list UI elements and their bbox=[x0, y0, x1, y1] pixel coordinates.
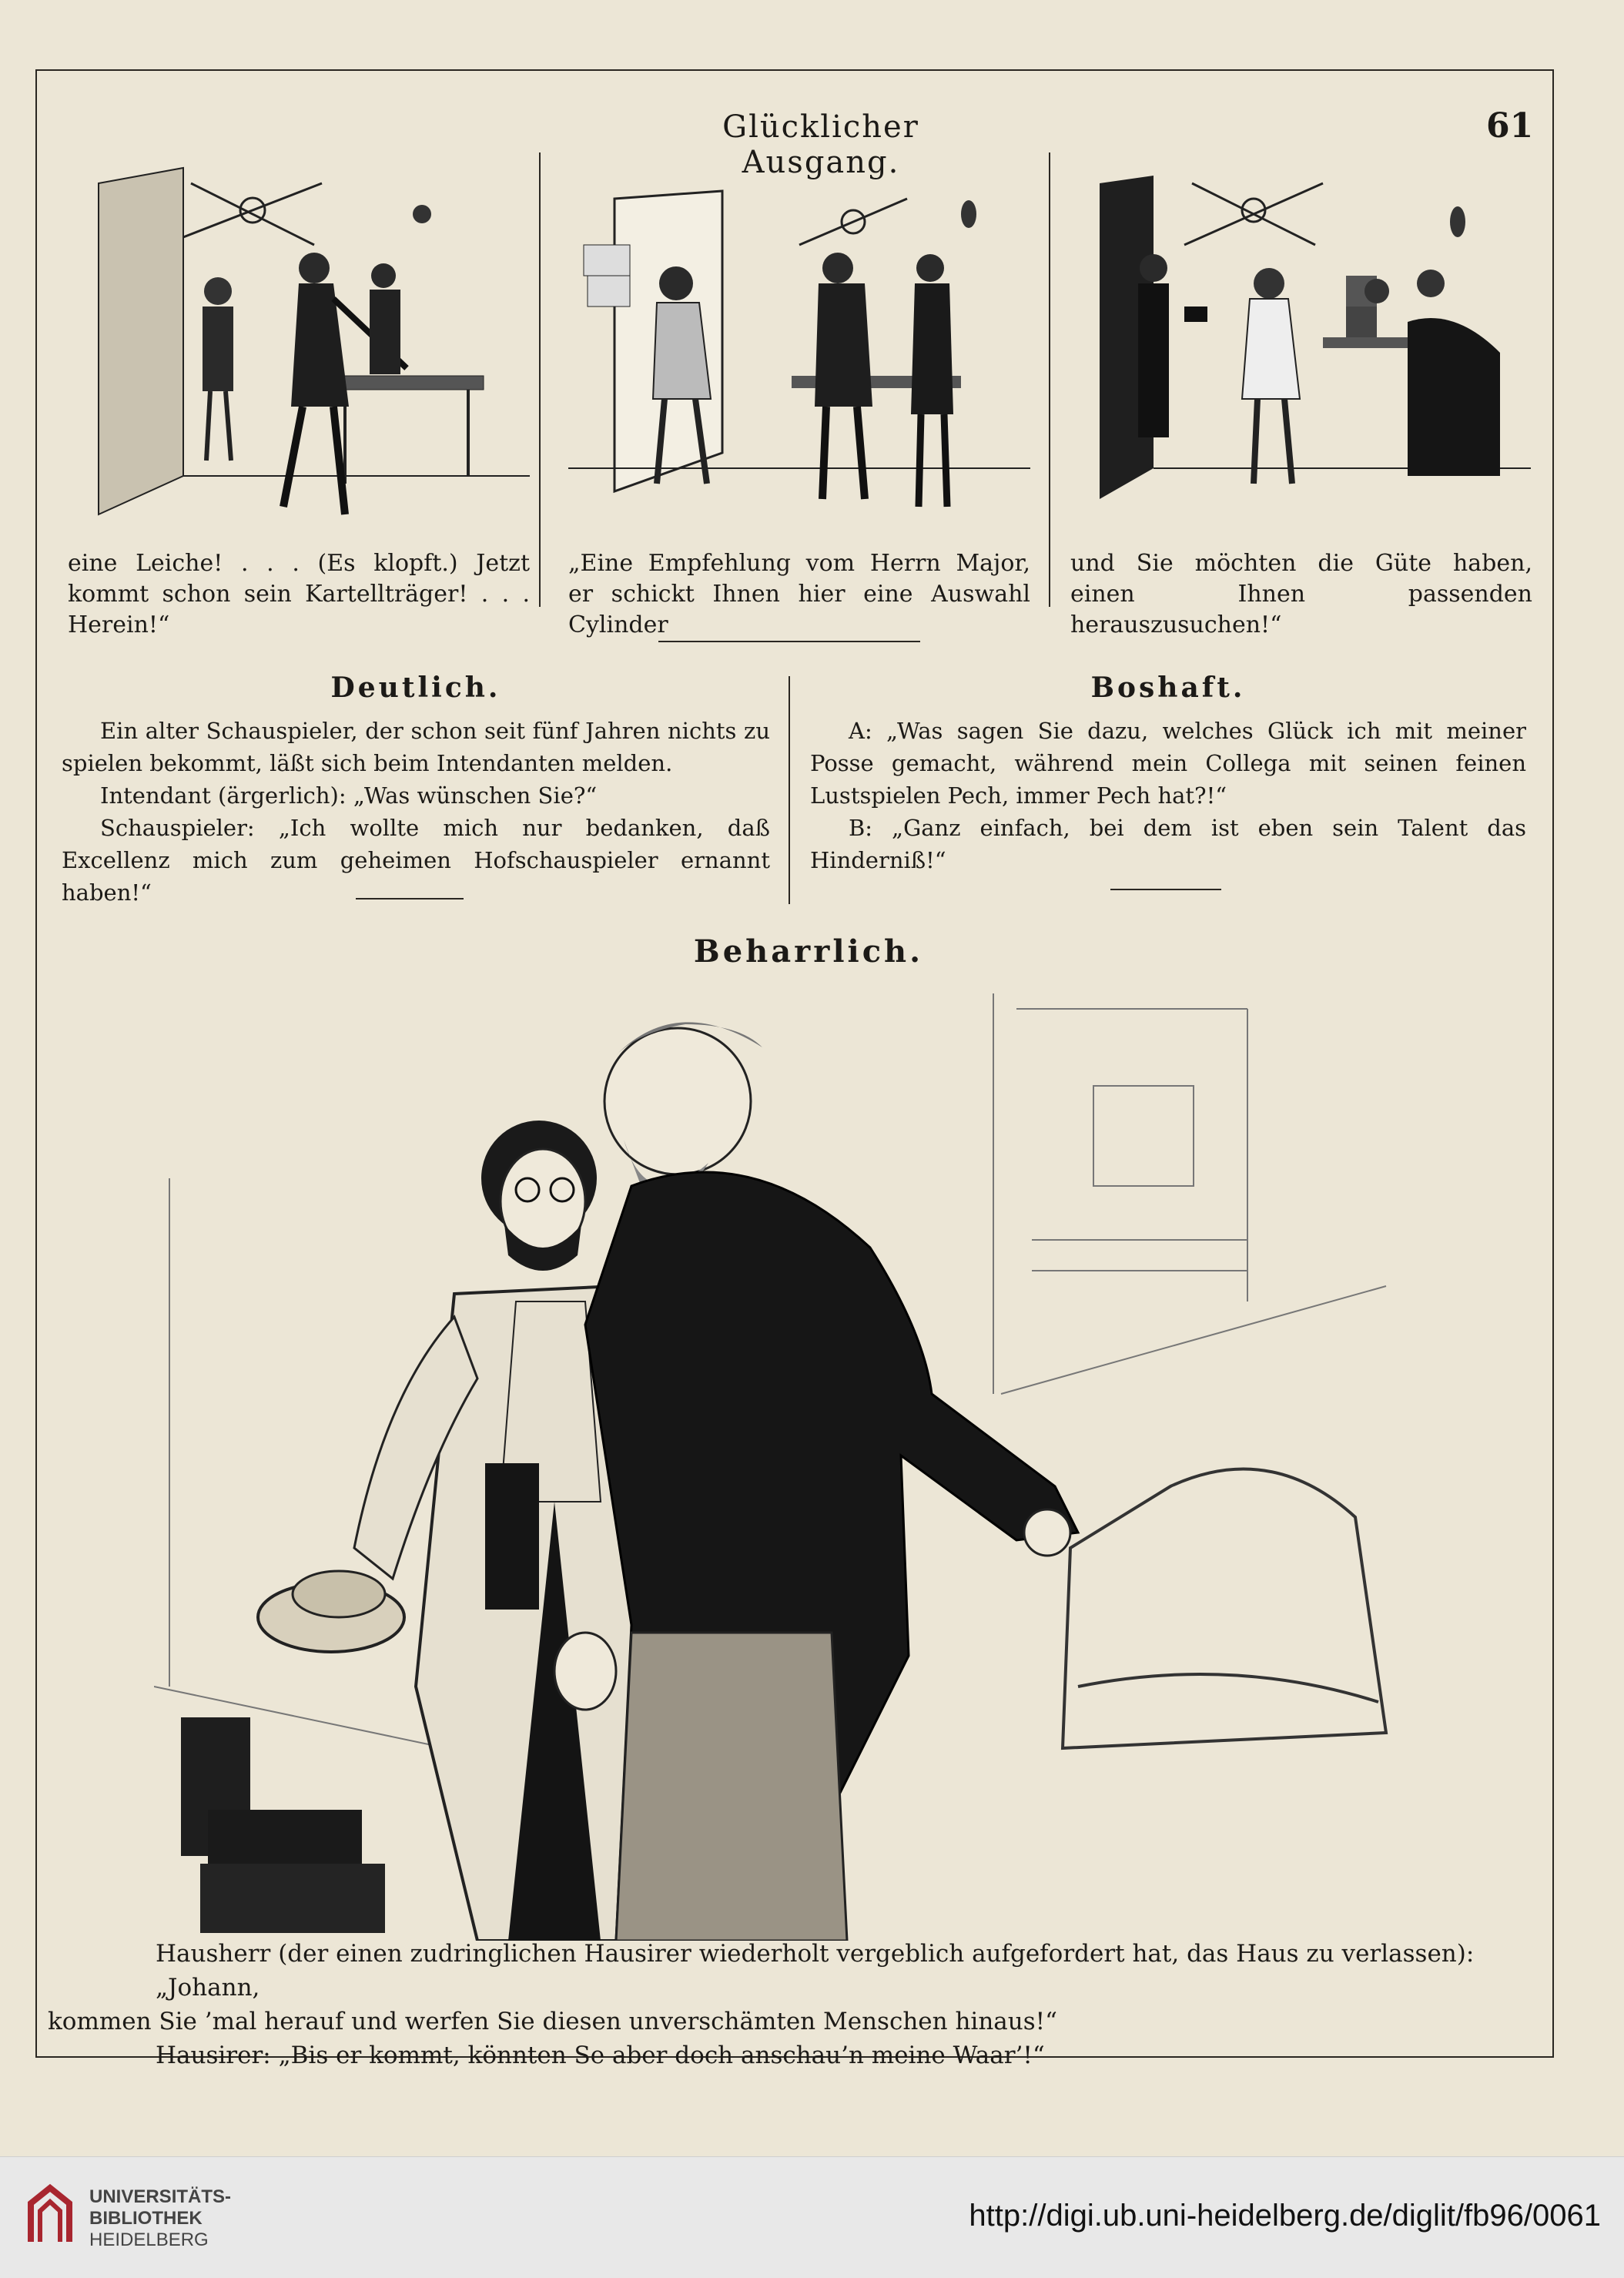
anecdote-left-line-3: Schauspieler: „Ich wollte mich nur bedanken, daß Excellenz mich zum geheimen Hofschauspieler ernannt haben!“ bbox=[62, 815, 770, 906]
panel-3-caption: und Sie möchten die Güte haben, einen Ihnen passenden herauszusuchen!“ bbox=[1070, 550, 1532, 638]
anecdote-left-title: Deutlich. bbox=[330, 672, 501, 704]
section-rule bbox=[658, 641, 920, 642]
anecdote-left-text bbox=[62, 715, 770, 909]
cartoon-illustration bbox=[154, 993, 1463, 1941]
panel-2-illustration bbox=[568, 152, 1030, 530]
anecdote-right-line-1: A: „Was sagen Sie dazu, welches Glück ich mit meiner Posse gemacht, während mein Collega mit seinen feinen Lustspielen Pech, immer Pech hat?!“ bbox=[810, 718, 1526, 809]
panel-2-caption: „Eine Empfehlung vom Herrn Major, er schickt Ihnen hier eine Auswahl Cylinder bbox=[568, 550, 1030, 638]
cartoon-caption-line-2: kommen Sie ’mal herauf und werfen Sie diesen unverschämten Menschen hinaus!“ bbox=[48, 2008, 1057, 2035]
anecdote-right-text bbox=[810, 715, 1526, 876]
column-divider bbox=[789, 676, 790, 904]
anecdote-left-line-1: Ein alter Schauspieler, der schon seit fünf Jahren nichts zu spielen bekommt, läßt sich beim Intendanten melden. bbox=[62, 718, 770, 776]
page-number: 61 bbox=[1486, 106, 1534, 146]
strip-divider-1 bbox=[539, 152, 541, 607]
panel-1-caption: eine Leiche! . . . (Es klopft.) Jetzt kommt schon sein Kartellträger! . . . Herein!“ bbox=[68, 550, 530, 638]
library-logo-text bbox=[89, 2186, 231, 2251]
logo-line-1: UNIVERSITÄTS- bbox=[89, 2186, 232, 2207]
logo-line-3: HEIDELBERG bbox=[89, 2229, 209, 2250]
logo-line-2: BIBLIOTHEK bbox=[89, 2208, 203, 2229]
panel-3-illustration bbox=[1069, 152, 1531, 530]
strip-divider-2 bbox=[1049, 152, 1050, 607]
anecdote-right-end-rule bbox=[1110, 889, 1221, 890]
library-logo-icon bbox=[23, 2180, 77, 2250]
source-url[interactable]: http://digi.ub.uni-heidelberg.de/diglit/fb96/0061 bbox=[969, 2199, 1601, 2233]
viewer-footer bbox=[0, 2156, 1624, 2278]
panel-1-illustration bbox=[68, 152, 530, 530]
cartoon-title: Beharrlich. bbox=[693, 933, 924, 970]
cartoon-caption bbox=[48, 1937, 1534, 2072]
anecdote-right-title: Boshaft. bbox=[1090, 672, 1246, 704]
anecdote-right-line-2: B: „Ganz einfach, bei dem ist eben sein Talent das Hinderniß!“ bbox=[810, 815, 1526, 873]
anecdote-left-line-2: Intendant (ärgerlich): „Was wünschen Sie?“ bbox=[100, 782, 598, 809]
anecdote-left-end-rule bbox=[356, 898, 464, 899]
running-title: Glücklicher Ausgang. bbox=[722, 109, 919, 180]
cartoon-caption-line-3: Hausirer: „Bis er kommt, könnten Se aber doch anschau’n meine Waar’!“ bbox=[156, 2042, 1045, 2069]
cartoon-caption-line-1: Hausherr (der einen zudringlichen Hausirer wiederholt vergeblich aufgefordert hat, das Haus zu verlassen): „Johann, bbox=[156, 1940, 1475, 2002]
